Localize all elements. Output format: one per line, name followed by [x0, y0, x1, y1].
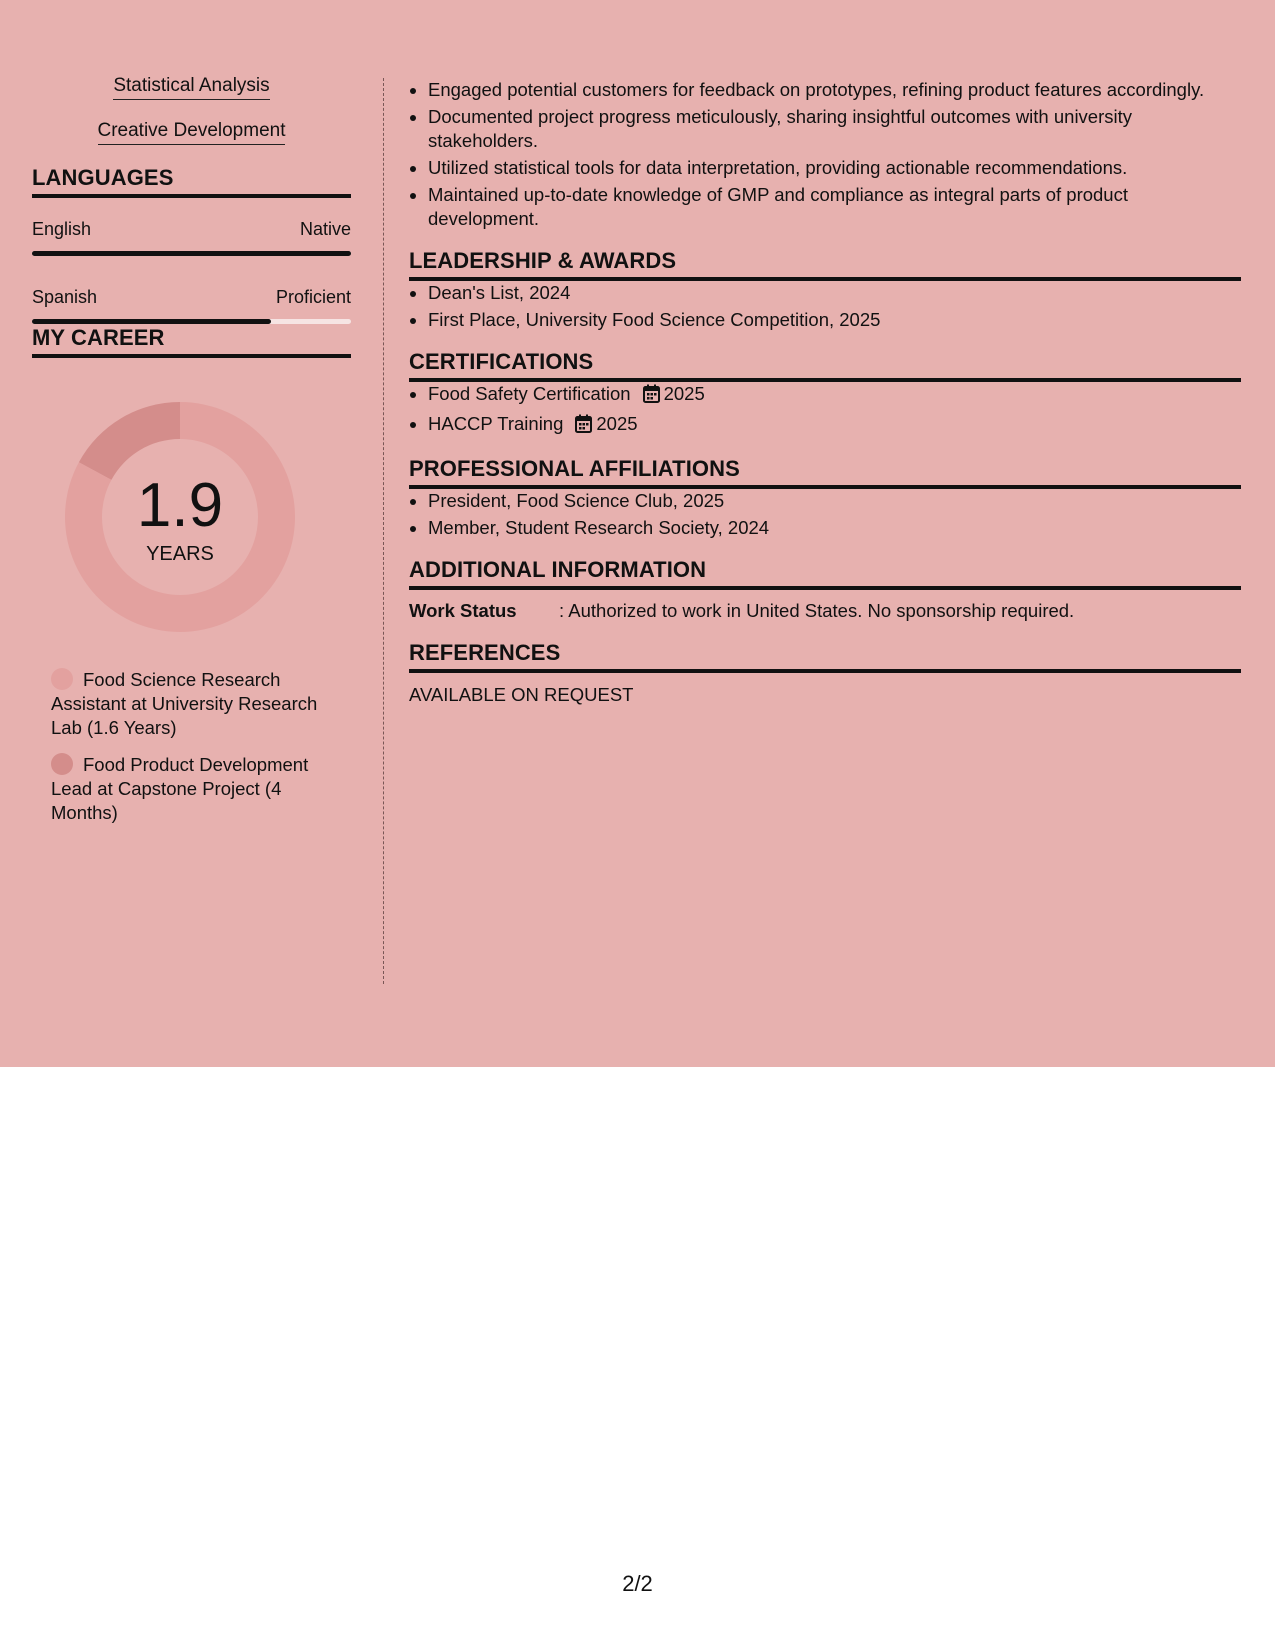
career-legend-item	[51, 668, 331, 740]
certification-name: Food Safety Certification	[428, 383, 631, 404]
calendar-icon	[643, 384, 660, 409]
career-legend-item	[51, 753, 331, 825]
references-heading: REFERENCES	[409, 639, 1241, 673]
donut-segment	[79, 402, 180, 480]
certification-year: 2025	[596, 413, 638, 434]
language-bar-fill	[32, 319, 271, 324]
language-bar	[32, 319, 351, 324]
list-item	[428, 412, 1241, 439]
info-key: Work Status	[409, 600, 517, 621]
awards-heading: LEADERSHIP & AWARDS	[409, 247, 1241, 281]
list-item: • Documented project progress meticulously, sharing insightful outcomes with university stakeholders.	[428, 105, 1241, 153]
language-bar-fill	[32, 251, 351, 256]
list-item: • Member, Student Research Society, 2024	[428, 516, 1241, 540]
skill-item: Statistical Analysis	[113, 74, 269, 100]
references-section	[409, 639, 1241, 707]
language-name: Spanish	[32, 287, 98, 307]
references-text: AVAILABLE ON REQUEST	[409, 684, 634, 705]
certification-name: HACCP Training	[428, 413, 564, 434]
languages-heading: LANGUAGES	[32, 164, 351, 198]
calendar-icon	[575, 414, 592, 439]
info-value: : Authorized to work in United States. No sponsorship required.	[559, 600, 1075, 621]
language-english	[32, 218, 351, 256]
career-heading: MY CAREER	[32, 324, 351, 358]
career-total: 1.9	[136, 471, 224, 540]
additional-info-section	[409, 556, 1241, 623]
career-legend	[51, 668, 331, 825]
page-number: 2/2	[622, 1571, 653, 1596]
list-item: • Dean's List, 2024	[428, 281, 1241, 305]
list-item: • Engaged potential customers for feedback on prototypes, refining product features accordingly.	[428, 78, 1241, 102]
legend-label: Food Product Development Lead at Capstone Project (4 Months)	[51, 754, 309, 823]
list-item: • Utilized statistical tools for data interpretation, providing actionable recommendations.	[428, 156, 1241, 180]
right-column	[409, 78, 1241, 707]
legend-dot	[51, 668, 73, 690]
career-donut-chart	[65, 402, 295, 632]
certifications-section	[409, 348, 1241, 439]
awards-section	[409, 247, 1241, 332]
skills-list	[32, 74, 351, 164]
list-item: • First Place, University Food Science Competition, 2025	[428, 308, 1241, 332]
language-spanish	[32, 286, 351, 324]
legend-label: Food Science Research Assistant at University Research Lab (1.6 Years)	[51, 669, 318, 738]
legend-dot	[51, 753, 73, 775]
skill-item: Creative Development	[98, 119, 286, 145]
language-level: Native	[299, 219, 351, 239]
affiliations-section	[409, 455, 1241, 540]
list-item	[428, 382, 1241, 409]
left-column	[32, 74, 351, 838]
language-name: English	[32, 219, 92, 239]
experience-bullets	[409, 78, 1241, 231]
list-item: • President, Food Science Club, 2025	[428, 489, 1241, 513]
language-bar	[32, 251, 351, 256]
career-unit: YEARS	[146, 543, 214, 565]
column-divider	[383, 78, 384, 984]
certification-year: 2025	[663, 383, 705, 404]
affiliations-heading: PROFESSIONAL AFFILIATIONS	[409, 455, 1241, 489]
additional-info-heading: ADDITIONAL INFORMATION	[409, 556, 1241, 590]
list-item: • Maintained up-to-date knowledge of GMP and compliance as integral parts of product development.	[428, 183, 1241, 231]
certifications-heading: CERTIFICATIONS	[409, 348, 1241, 382]
language-level: Proficient	[275, 287, 351, 307]
